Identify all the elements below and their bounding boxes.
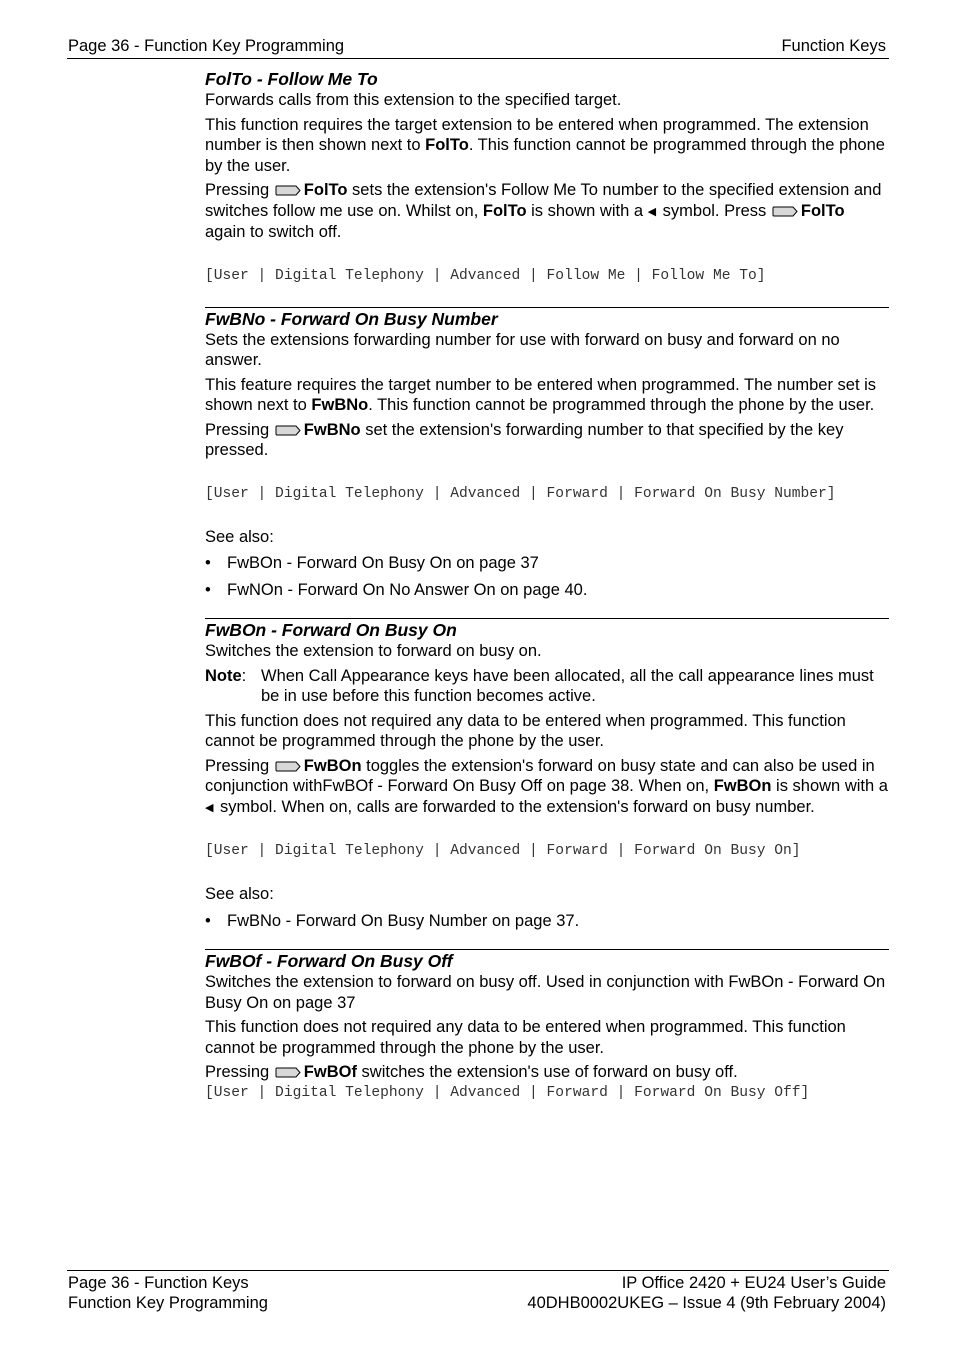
note: Note: When Call Appearance keys have been allocated, all the call appearance lines must be in use before this function becomes active.: [205, 666, 889, 707]
paragraph: This function does not required any data to be entered when programmed. This function cannot be programmed through the phone by the user.: [205, 711, 846, 750]
list-item[interactable]: • FwNOn - Forward On No Answer On on page 40.: [205, 580, 588, 599]
paragraph: This function requires the target extension to be entered when programmed. The extension number is then shown next to FolTo. This function cannot be programmed through the phone by the user.: [205, 115, 885, 175]
bullet-icon: •: [205, 911, 211, 930]
section-title: FwBNo - Forward On Busy Number: [205, 308, 498, 329]
page-footer: [67, 1270, 889, 1321]
see-also-list: [205, 553, 889, 600]
paragraph: This feature requires the target number to be entered when programmed. The number set is shown next to FwBNo. This function cannot be programmed through the phone by the user.: [205, 375, 877, 414]
list-item[interactable]: • FwBNo - Forward On Busy Number on page 37.: [205, 911, 580, 930]
list-item[interactable]: • FwBOn - Forward On Busy On on page 37: [205, 554, 539, 572]
section-fwbon: [205, 618, 889, 949]
function-key-button-icon: [275, 185, 301, 196]
function-key-button-icon: [275, 761, 301, 772]
menu-path: [User | Digital Telephony | Advanced | Forward | Forward On Busy On]: [205, 843, 801, 859]
footer-right-2: 40DHB0002UKEG – Issue 4 (9th February 2004): [527, 1294, 886, 1312]
bullet-icon: •: [205, 554, 211, 572]
header-right: Function Keys: [781, 37, 886, 55]
paragraph: This function does not required any data to be entered when programmed. This function cannot be programmed through the phone by the user.: [205, 1018, 846, 1057]
function-key-button-icon: [275, 1067, 301, 1078]
section-title: FwBOf - Forward On Busy Off: [205, 951, 453, 971]
see-also-list: [205, 911, 889, 932]
note-text: When Call Appearance keys have been allocated, all the call appearance lines must be in use before this function becomes active.: [261, 666, 874, 705]
section-title: FolTo - Follow Me To: [205, 69, 378, 89]
menu-path: [User | Digital Telephony | Advanced | Forward | Forward On Busy Number]: [205, 485, 836, 502]
paragraph: Pressing FwBOf switches the extension's use of forward on busy off.: [205, 1063, 738, 1081]
function-key-button-icon: [275, 425, 301, 436]
footer-right-1: IP Office 2420 + EU24 User’s Guide: [621, 1274, 886, 1292]
page-header: [67, 34, 889, 59]
paragraph: Sets the extensions forwarding number for use with forward on busy and forward on no answer.: [205, 330, 840, 369]
paragraph: Switches the extension to forward on busy off. Used in conjunction with FwBOn - Forward On Busy On on page 37: [205, 973, 886, 1012]
header-left: Page 36 - Function Key Programming: [68, 37, 345, 55]
see-also-label: See also:: [205, 885, 274, 903]
paragraph: Forwards calls from this extension to the specified target.: [205, 91, 622, 109]
section-folto: [205, 68, 889, 307]
section-fwbof: [205, 949, 889, 1102]
active-arrow-icon: ◀: [205, 801, 214, 814]
footer-left-2: Function Key Programming: [68, 1294, 268, 1312]
footer-left-1: Page 36 - Function Keys: [68, 1274, 249, 1292]
active-arrow-icon: ◀: [647, 205, 657, 218]
see-also-label: See also:: [205, 527, 274, 546]
function-key-button-icon: [772, 206, 798, 217]
page-content: [205, 68, 889, 1102]
bullet-icon: •: [205, 580, 211, 599]
menu-path: [User | Digital Telephony | Advanced | Forward | Forward On Busy Off]: [205, 1084, 810, 1101]
paragraph: Pressing FolTo sets the extension's Follow Me To number to the specified extension and switches follow me use on. Whilst on, FolTo is shown with a ◀ symbol. Press FolTo again to switch off.: [205, 181, 882, 241]
paragraph: Pressing FwBOn toggles the extension's forward on busy state and can also be used in conjunction withFwBOf - Forward On Busy Off on page 38. When on, FwBOn is shown with a ◀ symbol. When on, calls are forwarded to the extension's forward on busy number.: [205, 756, 888, 816]
paragraph: Switches the extension to forward on busy on.: [205, 642, 542, 660]
paragraph: Pressing FwBNo set the extension's forwarding number to that specified by the key pressed.: [205, 420, 844, 459]
menu-path: [User | Digital Telephony | Advanced | Follow Me | Follow Me To]: [205, 267, 766, 284]
section-fwbno: [205, 307, 889, 619]
note-label: Note: [205, 666, 242, 685]
section-title: FwBOn - Forward On Busy On: [205, 620, 457, 640]
